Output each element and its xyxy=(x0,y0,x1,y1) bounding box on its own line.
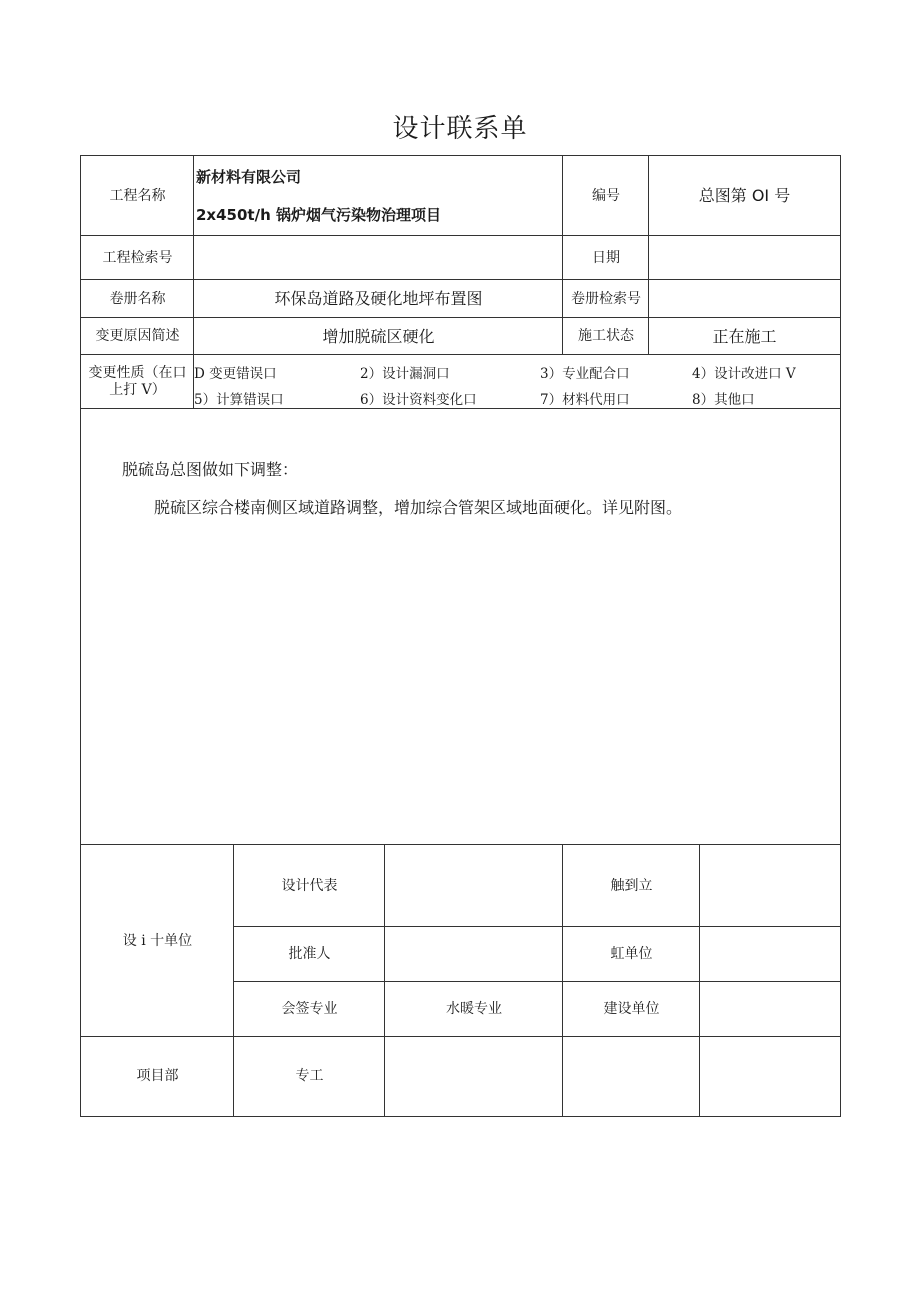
touch-label: 触到立 xyxy=(562,844,700,927)
construction-status-label: 施工状态 xyxy=(562,317,649,355)
specialist-value[interactable] xyxy=(384,1036,563,1117)
owner-unit-value[interactable] xyxy=(699,981,841,1037)
nature-option-2[interactable]: 2）设计漏洞口 xyxy=(360,366,450,382)
change-reason-label: 变更原因简述 xyxy=(80,317,194,355)
design-unit-label: 设 i 十单位 xyxy=(80,844,234,1037)
nature-option-1[interactable]: D 变更错误口 xyxy=(194,366,277,382)
nature-option-5[interactable]: 5）计算错误口 xyxy=(194,392,284,408)
nature-option-3[interactable]: 3）专业配合口 xyxy=(540,366,630,382)
nature-option-6[interactable]: 6）设计资料变化口 xyxy=(360,392,477,408)
project-index-label: 工程检索号 xyxy=(80,235,194,280)
nature-option-4[interactable]: 4）设计改进口 V xyxy=(692,366,796,382)
date-label: 日期 xyxy=(562,235,649,280)
design-rep-value[interactable] xyxy=(384,844,563,927)
project-dept-label: 项目部 xyxy=(80,1036,234,1117)
volume-index-label: 卷册检索号 xyxy=(562,279,649,318)
countersign-label: 会签专业 xyxy=(233,981,385,1037)
change-reason-value[interactable]: 增加脱硫区硬化 xyxy=(193,317,563,355)
countersign-value[interactable]: 水暖专业 xyxy=(384,981,563,1037)
nature-option-8[interactable]: 8）其他口 xyxy=(692,392,755,408)
change-nature-label: 变更性质（在口上打 V） xyxy=(80,354,194,409)
project-dept-extra-2[interactable] xyxy=(699,1036,841,1117)
project-name-line2: 2x450t/h 锅炉烟气污染物治理项目 xyxy=(196,206,441,224)
approver-label: 批准人 xyxy=(233,926,385,982)
volume-name-value[interactable]: 环保岛道路及硬化地坪布置图 xyxy=(193,279,563,318)
design-rep-label: 设计代表 xyxy=(233,844,385,927)
construction-status-value[interactable]: 正在施工 xyxy=(648,317,841,355)
page-title: 设计联系单 xyxy=(392,114,528,144)
number-label: 编号 xyxy=(562,155,649,236)
content-line-1: 脱硫岛总图做如下调整： xyxy=(122,460,299,479)
volume-index-value[interactable] xyxy=(648,279,841,318)
number-value[interactable]: 总图第 OI 号 xyxy=(648,155,841,236)
date-value[interactable] xyxy=(648,235,841,280)
nature-option-7[interactable]: 7）材料代用口 xyxy=(540,392,630,408)
project-dept-extra-1[interactable] xyxy=(562,1036,700,1117)
rainbow-unit-value[interactable] xyxy=(699,926,841,982)
content-line-2: 脱硫区综合楼南侧区域道路调整，增加综合管架区域地面硬化。详见附图。 xyxy=(154,498,683,517)
owner-unit-label: 建设单位 xyxy=(562,981,700,1037)
rainbow-unit-label: 虹单位 xyxy=(562,926,700,982)
project-name-label: 工程名称 xyxy=(80,155,194,236)
project-index-value[interactable] xyxy=(193,235,563,280)
touch-value[interactable] xyxy=(699,844,841,927)
volume-name-label: 卷册名称 xyxy=(80,279,194,318)
project-name-line1: 新材料有限公司 xyxy=(196,168,302,186)
project-name-field[interactable] xyxy=(193,155,563,236)
specialist-label: 专工 xyxy=(233,1036,385,1117)
approver-value[interactable] xyxy=(384,926,563,982)
